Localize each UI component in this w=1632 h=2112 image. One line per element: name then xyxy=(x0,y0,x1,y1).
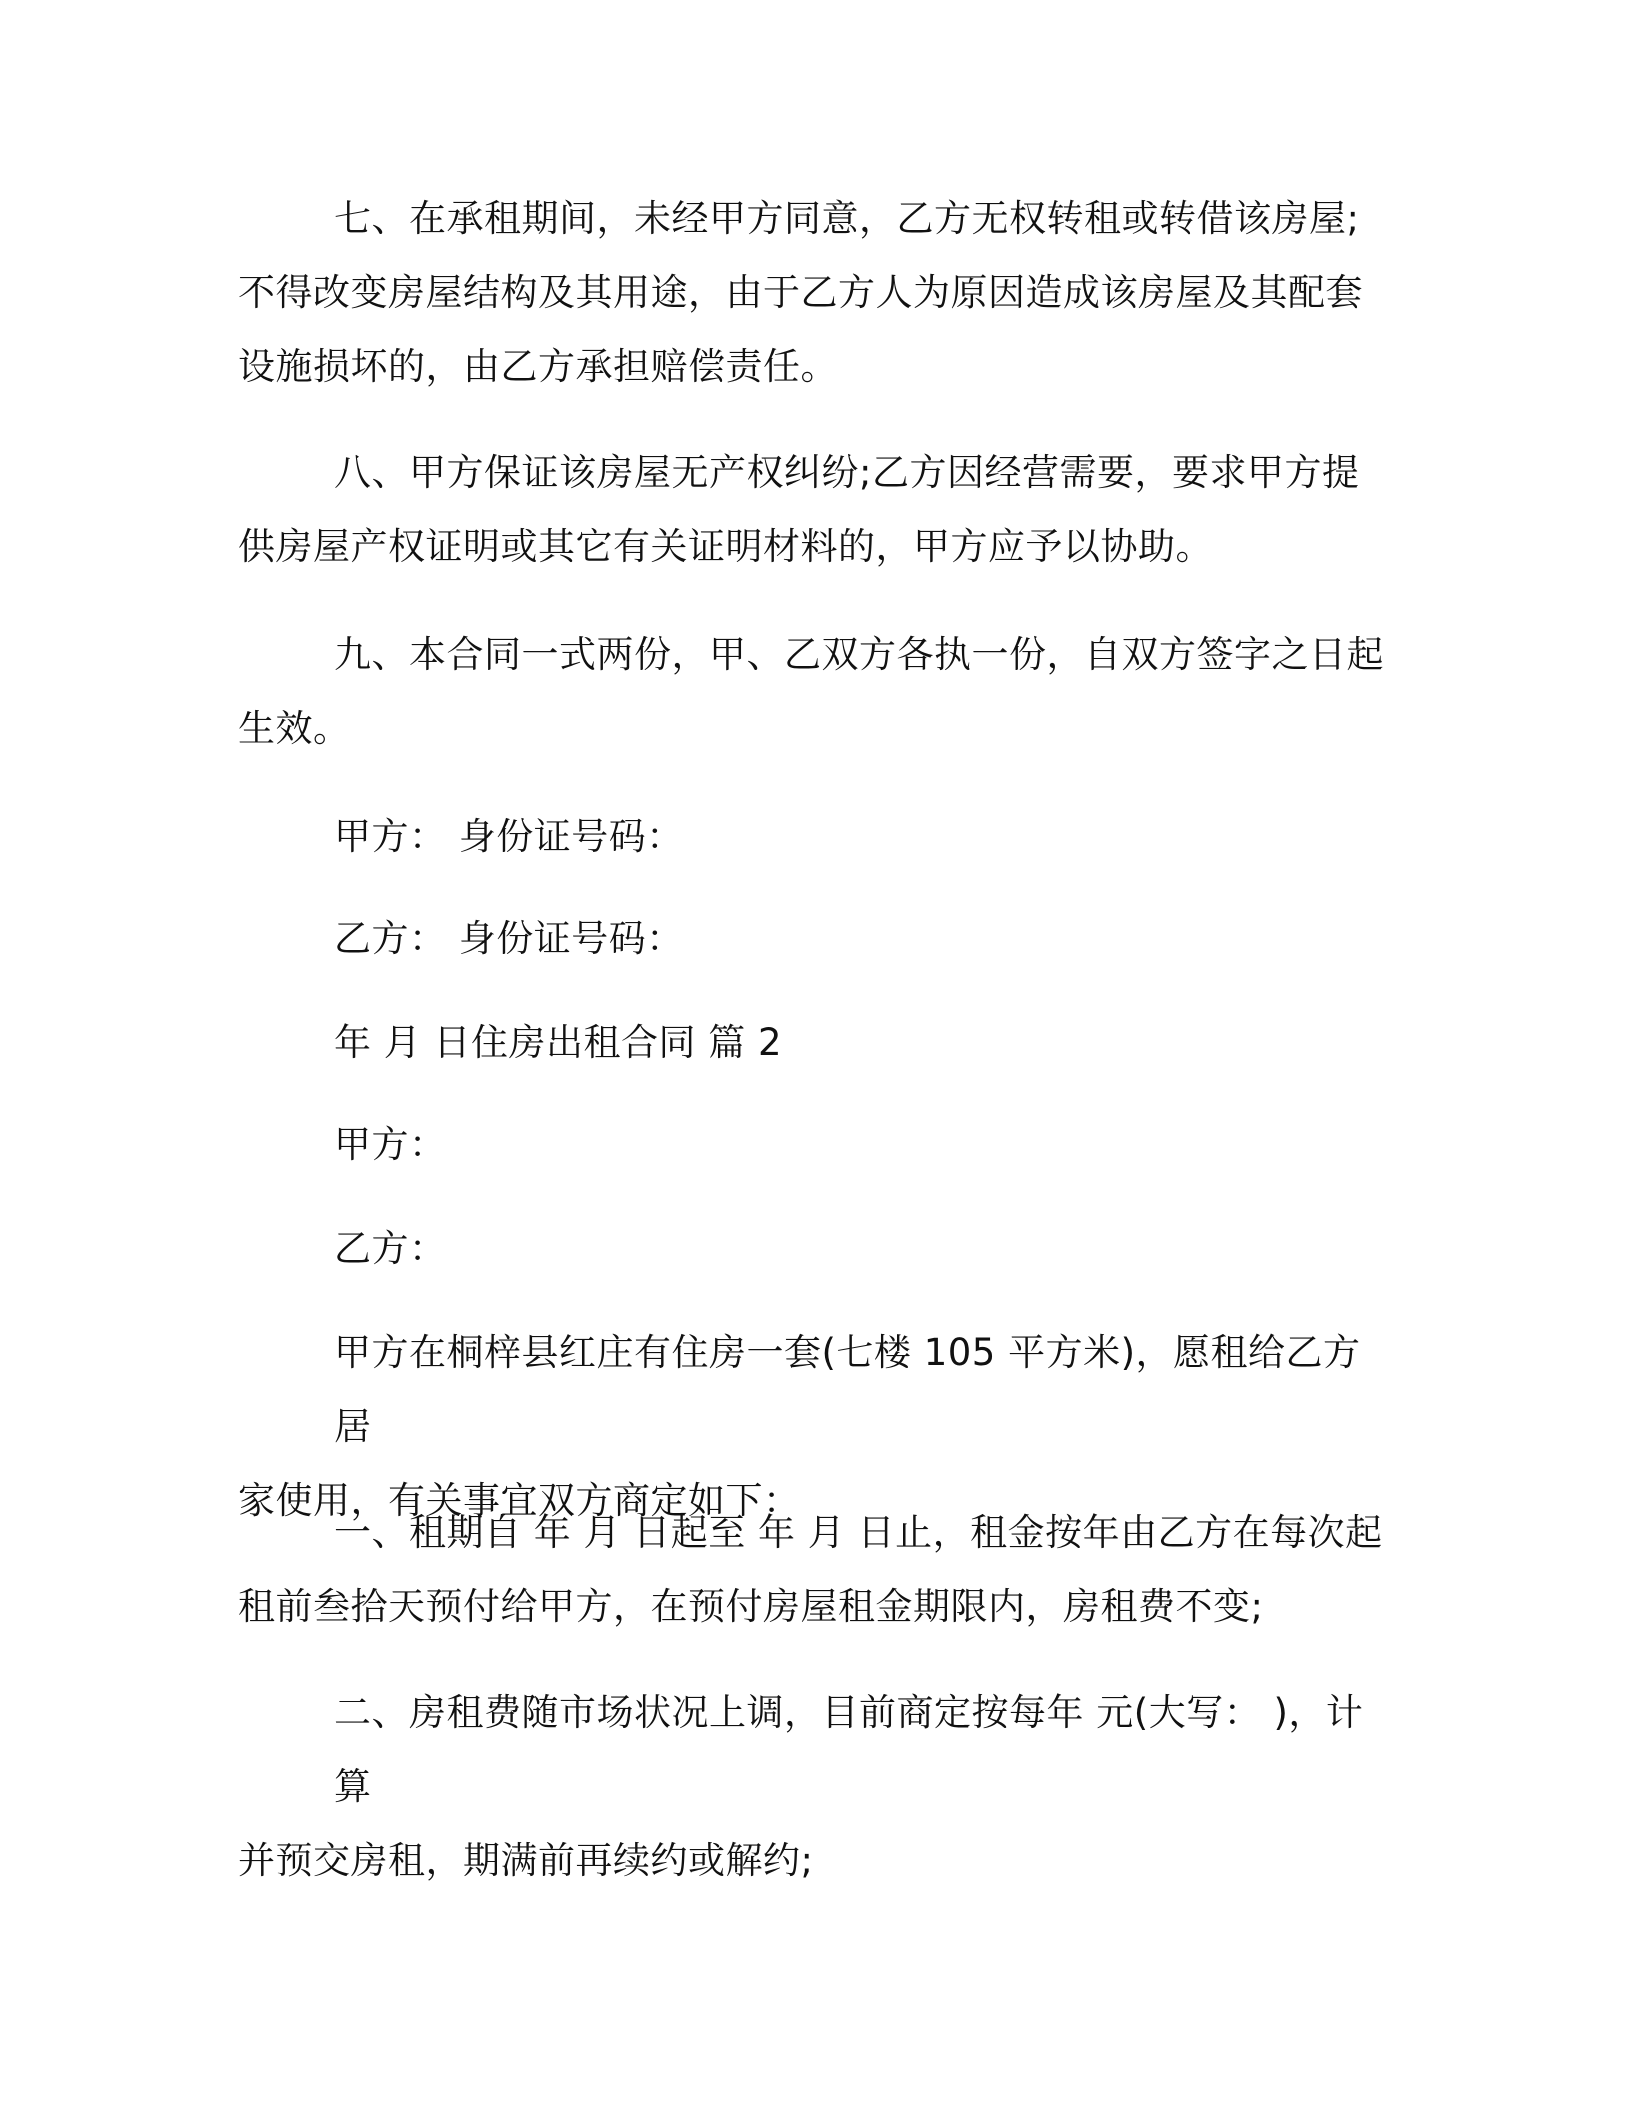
signature-party-b: 乙方： 身份证号码： xyxy=(334,917,684,960)
term-one-line-1: 一、租期自 年 月 日起至 年 月 日止，租金按年由乙方在每次起 xyxy=(334,1511,1383,1554)
term-one xyxy=(238,1496,1390,1644)
clause-seven-line-1: 七、在承租期间，未经甲方同意，乙方无权转租或转借该房屋; xyxy=(334,197,1360,240)
party-a-label: 甲方： xyxy=(334,1123,447,1166)
term-two-line-2: 并预交房租，期满前再续约或解约; xyxy=(238,1839,814,1882)
clause-eight-line-2: 供房屋产权证明或其它有关证明材料的，甲方应予以协助。 xyxy=(238,525,1213,568)
intro-line-1: 甲方在桐梓县红庄有住房一套(七楼 105 平方米)，愿租给乙方居 xyxy=(334,1331,1361,1448)
clause-nine-line-2: 生效。 xyxy=(238,707,351,750)
clause-nine-line-1: 九、本合同一式两份，甲、乙双方各执一份，自双方签字之日起 xyxy=(334,633,1384,676)
clause-nine xyxy=(238,618,1390,766)
intro-line-2: 家使用，有关事宜双方商定如下： xyxy=(238,1479,801,1522)
term-two xyxy=(238,1676,1390,1898)
term-one-line-2: 租前叁拾天预付给甲方，在预付房屋租金期限内，房租费不变; xyxy=(238,1585,1264,1628)
clause-seven-line-3: 设施损坏的，由乙方承担赔偿责任。 xyxy=(238,345,838,388)
clause-seven xyxy=(238,182,1390,404)
term-two-line-1: 二、房租费随市场状况上调，目前商定按每年 元(大写： )，计算 xyxy=(334,1691,1364,1808)
clause-eight-line-1: 八、甲方保证该房屋无产权纠纷;乙方因经营需要，要求甲方提 xyxy=(334,451,1360,494)
section-title: 年 月 日住房出租合同 篇 2 xyxy=(334,1021,783,1064)
party-b-label: 乙方： xyxy=(334,1227,447,1270)
clause-eight xyxy=(238,436,1390,584)
signature-party-a: 甲方： 身份证号码： xyxy=(334,815,684,858)
clause-seven-line-2: 不得改变房屋结构及其用途，由于乙方人为原因造成该房屋及其配套 xyxy=(238,271,1363,314)
